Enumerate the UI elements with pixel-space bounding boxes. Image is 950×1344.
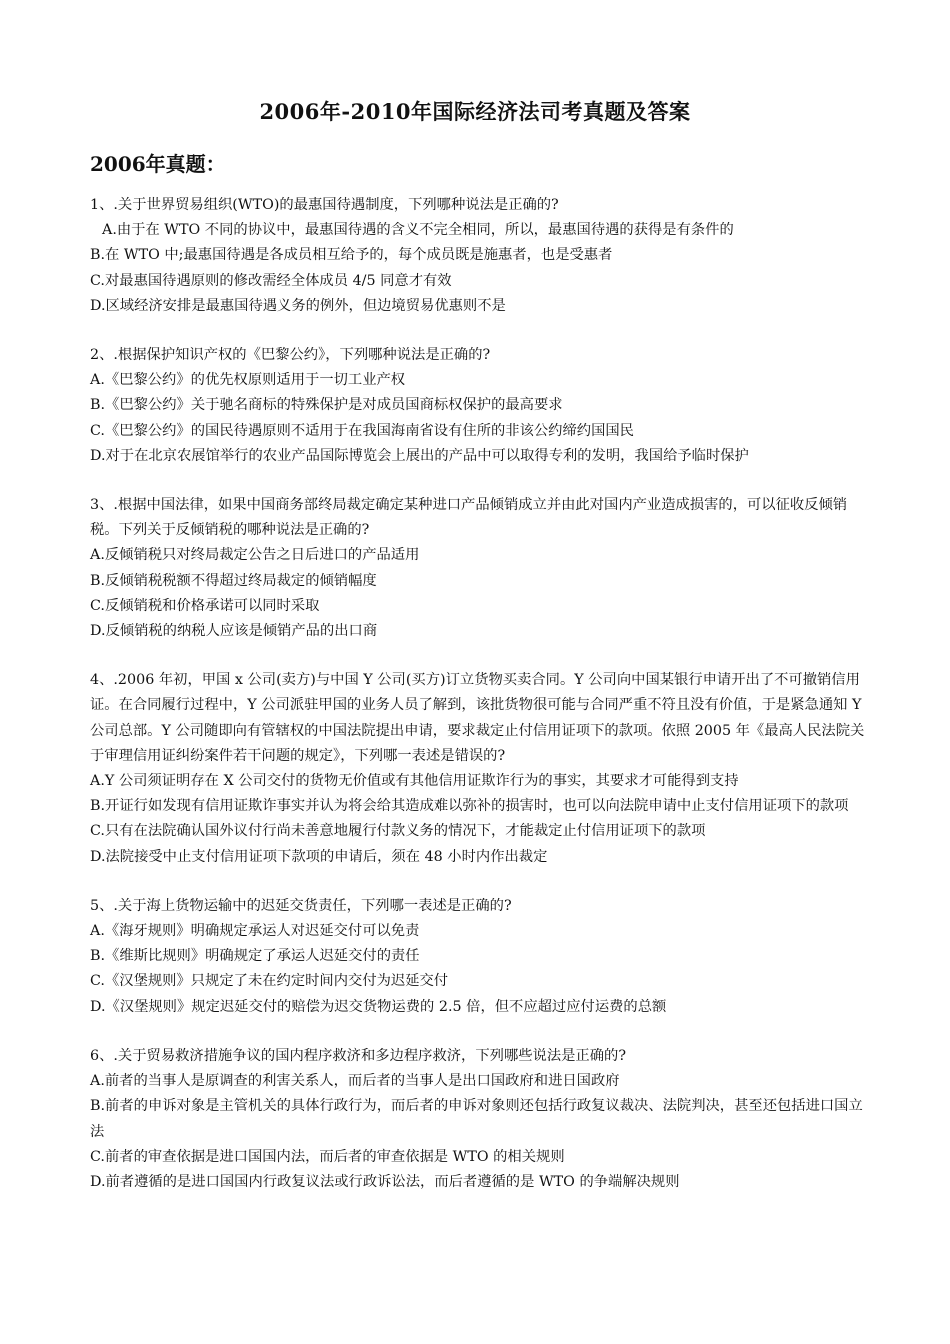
question-list [90, 193, 865, 1219]
section-heading: 2006年真题： [90, 152, 226, 176]
option-c: C.前者的审查依据是进口国国内法，而后者的审查依据是 WTO 的相关规则 [90, 1148, 565, 1165]
option-a: A.Y 公司须证明存在 X 公司交付的货物无价值或有其他信用证欺诈行为的事实，其要求才可能得到支持 [90, 773, 739, 790]
option-c: C.《巴黎公约》的国民待遇原则不适用于在我国海南省设有住所的非该公约缔约国国民 [90, 422, 634, 439]
option-b: B.前者的申诉对象是主管机关的具体行政行为，而后者的申诉对象则还包括行政复议裁决、法院判决，甚至还包括进口国立法 [90, 1098, 863, 1140]
option-a: A.反倾销税只对终局裁定公告之日后进口的产品适用 [90, 547, 420, 564]
option-d: D.反倾销税的纳税人应该是倾销产品的出口商 [90, 623, 378, 640]
question-4 [90, 668, 865, 870]
question-stem: 3、.根据中国法律，如果中国商务部终局裁定确定某种进口产品倾销成立并由此对国内产业造成损害的，可以征收反倾销税。下列关于反倾销税的哪种说法是正确的? [90, 497, 848, 539]
option-a: A.前者的当事人是原调查的利害关系人，而后者的当事人是出口国政府和进日国政府 [90, 1073, 620, 1090]
question-stem: 5、.关于海上货物运输中的迟延交货责任，下列哪一表述是正确的? [90, 897, 512, 914]
option-d: D.区域经济安排是最惠国待遇义务的例外，但边境贸易优惠则不是 [90, 297, 506, 314]
question-2 [90, 343, 865, 469]
option-a: A.《巴黎公约》的优先权原则适用于一切工业产权 [90, 372, 406, 389]
question-stem: 2、.根据保护知识产权的《巴黎公约》，下列哪种说法是正确的? [90, 347, 491, 364]
question-5 [90, 894, 865, 1020]
option-d: D.前者遵循的是进口国国内行政复议法或行政诉讼法，而后者遵循的是 WTO 的争端解决规则 [90, 1173, 680, 1190]
question-6 [90, 1044, 865, 1195]
option-a: A.《海牙规则》明确规定承运人对迟延交付可以免责 [90, 923, 420, 940]
option-d: D.对于在北京农展馆举行的农业产品国际博览会上展出的产品中可以取得专利的发明，我国给予临时保护 [90, 447, 749, 464]
option-b: B.在 WTO 中;最惠国待遇是各成员相互给予的，每个成员既是施惠者，也是受惠者 [90, 247, 613, 264]
option-c: C.《汉堡规则》只规定了未在约定时间内交付为迟延交付 [90, 973, 449, 990]
option-b: B.反倾销税税额不得超过终局裁定的倾销幅度 [90, 572, 377, 589]
question-stem: 1、.关于世界贸易组织(WTO)的最惠国待遇制度，下列哪种说法是正确的? [90, 197, 559, 213]
question-3 [90, 493, 865, 644]
option-a: A.由于在 WTO 不同的协议中，最惠国待遇的含义不完全相同，所以，最惠国待遇的获得是有条件的 [102, 222, 734, 239]
option-c: C.对最惠国待遇原则的修改需经全体成员 4/5 同意才有效 [90, 272, 452, 289]
option-b: B.《巴黎公约》关于驰名商标的特殊保护是对成员国商标权保护的最高要求 [90, 397, 563, 414]
option-d: D.法院接受中止支付信用证项下款项的申请后，须在 48 小时内作出裁定 [90, 848, 548, 865]
option-c: C.只有在法院确认国外议付行尚未善意地履行付款义务的情况下，才能裁定止付信用证项下的款项 [90, 823, 706, 840]
document-title: 2006年-2010年国际经济法司考真题及答案 [259, 99, 691, 124]
option-b: B.开证行如发现有信用证欺诈事实并认为将会给其造成难以弥补的损害时，也可以向法院申请中止支付信用证项下的款项 [90, 798, 849, 815]
option-b: B.《维斯比规则》明确规定了承运人迟延交付的责任 [90, 948, 420, 965]
question-1 [90, 193, 865, 319]
option-d: D.《汉堡规则》规定迟延交付的赔偿为迟交货物运费的 2.5 倍，但不应超过应付运费的总额 [90, 998, 667, 1015]
question-stem: 4、.2006 年初，甲国 x 公司(卖方)与中国 Y 公司(买方)订立货物买卖合同。Y 公司向中国某银行申请开出了不可撤销信用证。在合同履行过程中，Y 公司派驻甲国的业务人员了解到，该批货物很可能与合同严重不符且没有价值，于是紧急通知 Y 公司总部。Y 公司随即向有管辖权的中国法院提出申请，要求裁定止付信用证项下的款项。依照 2005 年《最高人民法院关于审理信用证纠纷案件若干问题的规定》，下列哪一表述是错误的? [90, 672, 865, 764]
option-c: C.反倾销税和价格承诺可以同时采取 [90, 597, 320, 614]
question-stem: 6、.关于贸易救济措施争议的国内程序救济和多边程序救济，下列哪些说法是正确的? [90, 1047, 626, 1064]
